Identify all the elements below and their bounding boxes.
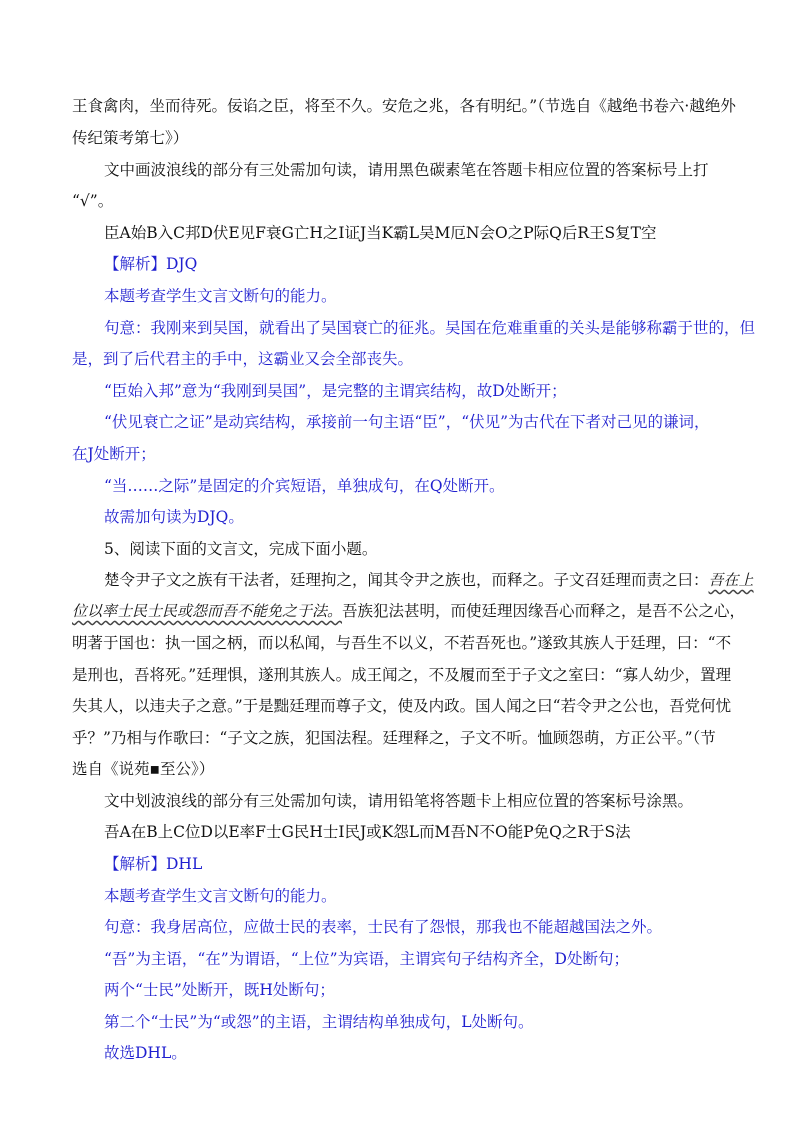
answer-options: 臣A始B入C邦D伏E见F衰G亡H之I证J当K霸L吴M厄N会O之P际Q后R王S复T空 xyxy=(104,224,657,242)
question-instruction: 文中画波浪线的部分有三处需加句读，请用黑色碳素笔在答题卡相应位置的答案标号上打 xyxy=(104,161,709,179)
analysis-line: “臣始入邦”意为“我刚到吴国”，是完整的主谓宾结构，故D处断开； xyxy=(104,382,567,400)
passage-line: 是刑也，吾将死。”廷理惧，遂刑其族人。成王闻之，不及履而至于子文之室曰：“寡人幼少，置理 xyxy=(72,666,732,684)
analysis-line: 故需加句读为DJQ。 xyxy=(104,508,244,526)
analysis-line: 本题考查学生文言文断句的能力。 xyxy=(104,887,337,905)
answer-options: 吾A在B上C位D以E率F士G民H士I民J或K怨L而M吾N不O能P免Q之R于S法 xyxy=(104,823,631,841)
wavy-underlined-text: 吾在上 xyxy=(708,571,754,589)
analysis-heading: 【解析】DJQ xyxy=(104,255,198,273)
analysis-line: 两个“士民”处断开，既H处断句； xyxy=(104,981,335,999)
wavy-underlined-text: 位以率士民士民或怨而吾不能免之于法。 xyxy=(72,602,343,620)
passage-line xyxy=(72,601,746,621)
passage-line: 乎？”乃相与作歌曰：“子文之族，犯国法程。廷理释之，子文不听。恤顾怨萌，方正公平。”（节 xyxy=(72,729,716,747)
analysis-line: 在J处断开； xyxy=(72,445,156,463)
analysis-line: “当……之际”是固定的介宾短语，单独成句，在Q处断开。 xyxy=(104,477,505,495)
question-heading: 5、阅读下面的文言文，完成下面小题。 xyxy=(104,540,378,558)
passage-line: 选自《说苑▪至公》） xyxy=(72,760,215,778)
passage-text: 吾族犯法甚明，而使廷理因缘吾心而释之，是吾不公之心， xyxy=(342,602,746,620)
passage-line: 明著于国也：执一国之柄，而以私闻，与吾生不以义，不若吾死也。”遂致其族人于廷理，曰：“不 xyxy=(72,634,732,652)
analysis-line: 句意：我身居高位，应做士民的表率，士民有了怨恨，那我也不能超越国法之外。 xyxy=(104,918,663,936)
question-instruction: 文中划波浪线的部分有三处需加句读，请用铅笔将答题卡上相应位置的答案标号涂黑。 xyxy=(104,792,694,810)
analysis-line: 是，到了后代君主的手中，这霸业又会全部丧失。 xyxy=(72,350,414,368)
analysis-line: 第二个“士民”为“或怨”的主语，主谓结构单独成句，L处断句。 xyxy=(104,1013,534,1031)
analysis-line: 句意：我刚来到吴国，就看出了吴国衰亡的征兆。吴国在危难重重的关头是能够称霸于世的，但 xyxy=(104,319,756,337)
analysis-line: 本题考查学生文言文断句的能力。 xyxy=(104,287,337,305)
analysis-line: “吾”为主语，“在”为谓语，“上位”为宾语，主谓宾句子结构齐全，D处断句； xyxy=(104,950,629,968)
passage-line xyxy=(104,570,754,590)
question-instruction: “√”。 xyxy=(72,192,114,210)
analysis-line: 故选DHL。 xyxy=(104,1044,187,1062)
passage-text: 楚令尹子文之族有干法者，廷理拘之，闻其令尹之族也，而释之。子文召廷理而责之曰： xyxy=(104,571,709,589)
passage-line: 失其人，以违夫子之意。”于是黜廷理而尊子文，使及内政。国人闻之曰“若令尹之公也，吾党何忧 xyxy=(72,697,732,715)
analysis-line: “伏见衰亡之证”是动宾结构，承接前一句主语“臣”，“伏见”为古代在下者对己见的谦词， xyxy=(104,413,710,431)
passage-line: 传纪策考第七》） xyxy=(72,129,189,147)
analysis-heading: 【解析】DHL xyxy=(104,855,203,873)
passage-line: 王食禽肉，坐而待死。佞谄之臣，将至不久。安危之兆，各有明纪。”（节选自《越绝书卷六·越绝外 xyxy=(72,97,736,115)
